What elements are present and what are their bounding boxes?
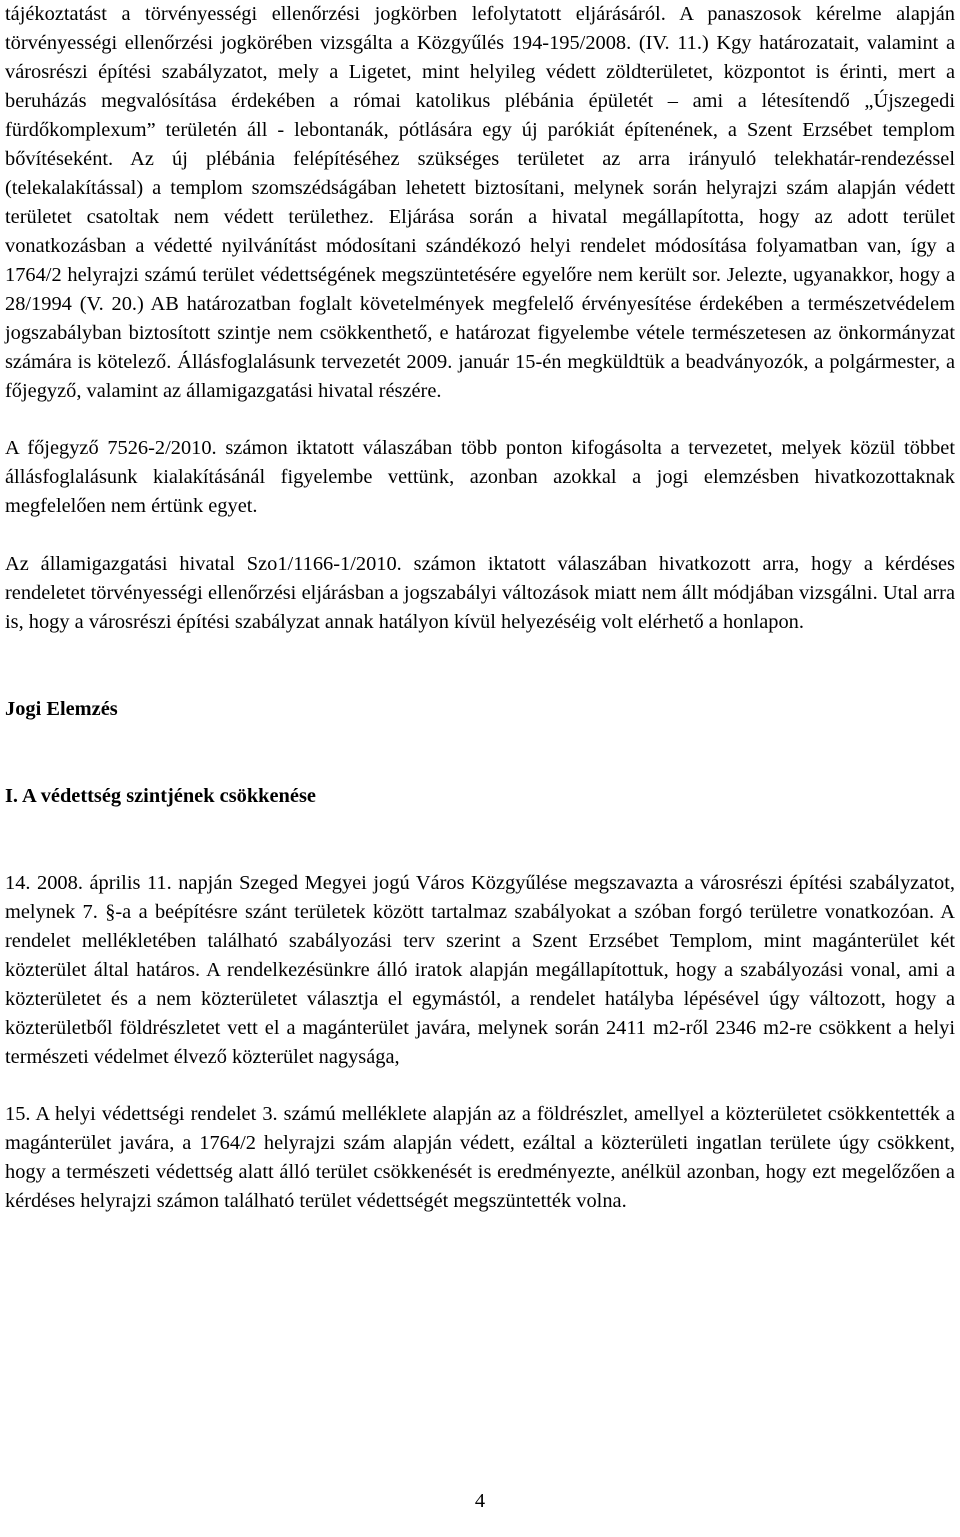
paragraph-point-14: 14. 2008. április 11. napján Szeged Megyei jogú Város Közgyűlése megszavazta a városrészi építési szabályzatot, melynek 7. §-a a beépítésre szánt területek között tartalmaz szabályokat a szóban forgó területre vonatkozóan. A rendelet mellékletében található szabályozási terv szerint a Szent Erzsébet Templom, mint magánterület két közterület által határos. A rendelkezésünkre álló iratok alapján megállapítottuk, hogy a szabályozási vonal, ami a közterületet és a nem közterületet választja el egymástól, a rendelet hatályba lépésével úgy változott, hogy a közterületből földrészletet vett el a magánterület javára, melynek során 2411 m2-ről 2346 m2-re csökkent a helyi természeti védelmet élvező közterület nagysága,	[5, 872, 955, 1068]
paragraph-chief-notary-reply: A főjegyző 7526-2/2010. számon iktatott válaszában több ponton kifogásolta a tervezetet, melyek közül többet állásfoglalásunk kialakításánál figyelembe vettünk, azonban azokkal a jogi elemzésben hivatkozottaknak megfelelően nem értünk egyet.	[5, 437, 955, 517]
document-page	[5, 0, 955, 1216]
page-number: 4	[474, 1490, 486, 1512]
paragraph-point-15: 15. A helyi védettségi rendelet 3. számú melléklete alapján az a földrészlet, amellyel a közterületet csökkentették a magánterület javára, a 1764/2 helyrajzi szám alapján védett, ezáltal a közterületi ingatlan területe úgy csökkent, hogy a természeti védettség alatt álló terület csökkenését is eredményezte, anélkül azonban, hogy ezt megelőzően a kérdéses helyrajzi számon található terület védettségét megszüntették volna.	[5, 1103, 955, 1212]
paragraph-administrative-office-reply: Az államigazgatási hivatal Szo1/1166-1/2010. számon iktatott válaszában hivatkozott arra, hogy a kérdéses rendeletet törvényességi ellenőrzési eljárásban a jogszabályi változások miatt nem állt módjában vizsgálni. Utal arra is, hogy a városrészi építési szabályzat annak hatályon kívül helyezéséig volt elérhető a honlapon.	[5, 553, 955, 633]
heading-section-protection-level: I. A védettség szintjének csökkenése	[5, 785, 316, 807]
heading-legal-analysis: Jogi Elemzés	[5, 698, 118, 720]
paragraph-complaint-summary: tájékoztatást a törvényességi ellenőrzési jogkörben lefolytatott eljárásáról. A panaszosok kérelme alapján törvényességi ellenőrzési jogkörében vizsgálta a Közgyűlés 194-195/2008. (IV. 11.) Kgy határozatait, valamint a városrészi építési szabályzatot, mely a Ligetet, mint helyileg védett zöldterületet, központot is érinti, mert a beruházás megvalósítása érdekében a római katolikus plébánia épületét – ami a létesítendő „Újszegedi fürdőkomplexum” területén áll - lebontanák, pótlására egy új parókiát építenének, a Szent Erzsébet templom bővítéseként. Az új plébánia felépítéséhez szükséges területet az arra irányuló telekhatár-rendezéssel (telekalakítással) a templom szomszédságában lehetett biztosítani, melynek során helyrajzi szám alapján védett területet csatoltak nem védett területhez. Eljárása során a hivatal megállapította, hogy az adott terület vonatkozásban a védetté nyilvánítást módosítani szándékozó helyi rendelet módosítása folyamatban van, így a 1764/2 helyrajzi számú terület védettségének megszüntetésére egyelőre nem került sor. Jelezte, ugyanakkor, hogy a 28/1994 (V. 20.) AB határozatban foglalt követelmények megfelelő érvényesítése érdekében a természetvédelem jogszabályban biztosított szintje nem csökkenthető, e határozat figyelembe vétele természetesen az önkormányzat számára is kötelező. Állásfoglalásunk tervezetét 2009. január 15-én megküldtük a beadványozók, a polgármester, a főjegyző, valamint az államigazgatási hivatal részére.	[5, 3, 955, 402]
